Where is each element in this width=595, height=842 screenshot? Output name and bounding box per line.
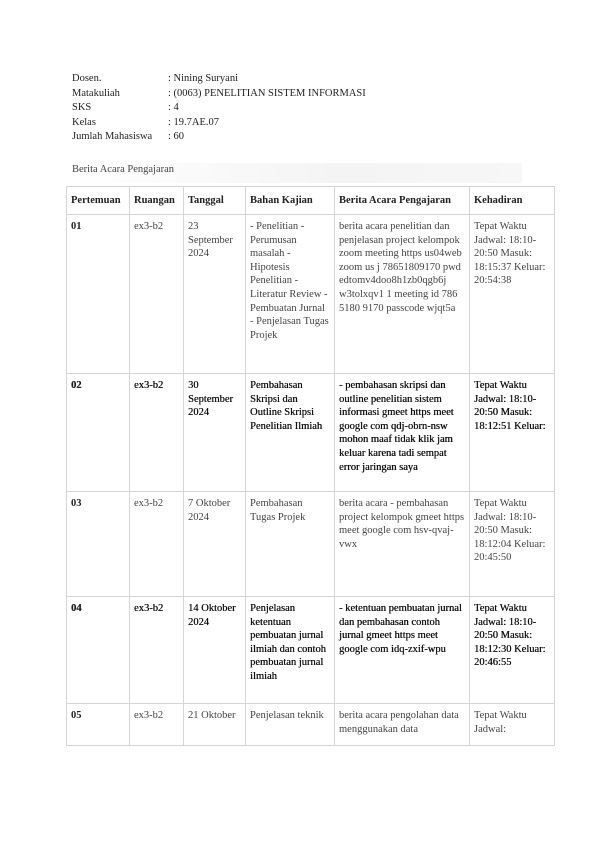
- table-row: [67, 492, 555, 597]
- table-row: [67, 374, 555, 492]
- table-row: [67, 215, 555, 374]
- cell-bahan-kajian: Penjelasan teknik: [246, 704, 335, 746]
- cell-tanggal: 14 Oktober 2024: [184, 597, 246, 704]
- info-row-jumlah-mahasiswa: [72, 130, 366, 145]
- cell-kehadiran: Tepat Waktu Jadwal:: [470, 704, 555, 746]
- header-ruangan: Ruangan: [130, 187, 184, 215]
- header-tanggal: Tanggal: [184, 187, 246, 215]
- info-row-dosen: [72, 72, 366, 87]
- info-key: SKS: [72, 102, 92, 114]
- info-row-matakuliah: [72, 87, 366, 102]
- course-info: [72, 72, 366, 145]
- cell-ruangan: ex3-b2: [130, 597, 184, 704]
- cell-ruangan: ex3-b2: [130, 215, 184, 374]
- info-row-sks: [72, 101, 366, 116]
- cell-kehadiran: Tepat Waktu Jadwal: 18:10-20:50 Masuk: 18:12:51 Keluar:: [470, 374, 555, 492]
- cell-bahan-kajian: - Penelitian - Perumusan masalah - Hipotesis Penelitian - Literatur Review - Pembuatan Jurnal - Penjelasan Tugas Projek: [246, 215, 335, 374]
- cell-bahan-kajian: Penjelasan ketentuan pembuatan jurnal ilmiah dan contoh pembuatan jurnal ilmiah: [246, 597, 335, 704]
- cell-ruangan: ex3-b2: [130, 704, 184, 746]
- cell-ruangan: ex3-b2: [130, 374, 184, 492]
- header-kehadiran: Kehadiran: [470, 187, 555, 215]
- table-header-row: [67, 187, 555, 215]
- cell-tanggal: 21 Oktober: [184, 704, 246, 746]
- cell-pertemuan: 05: [67, 704, 130, 746]
- table-row: [67, 704, 555, 746]
- info-value: : 4: [168, 102, 179, 114]
- cell-kehadiran: Tepat Waktu Jadwal: 18:10-20:50 Masuk: 18:15:37 Keluar: 20:54:38: [470, 215, 555, 374]
- cell-pertemuan: 01: [67, 215, 130, 374]
- cell-berita-acara: berita acara penelitian dan penjelasan project kelompok zoom meeting https us04web zoom us j 78651809170 pwd edtomv4doo8h1zb0qgb6j w3tolxqv1 1 meeting id 786 5180 9170 passcode wjqt5a: [335, 215, 470, 374]
- header-pertemuan: Pertemuan: [67, 187, 130, 215]
- attendance-table: [66, 186, 555, 746]
- info-key: Kelas: [72, 116, 96, 128]
- cell-tanggal: 30 September 2024: [184, 374, 246, 492]
- info-value: : 60: [168, 131, 185, 143]
- info-key: Jumlah Mahasiswa: [72, 131, 153, 143]
- cell-pertemuan: 03: [67, 492, 130, 597]
- header-berita-acara: Berita Acara Pengajaran: [335, 187, 470, 215]
- cell-pertemuan: 02: [67, 374, 130, 492]
- header-bahan-kajian: Bahan Kajian: [246, 187, 335, 215]
- cell-berita-acara: - ketentuan pembuatan jurnal dan pembahasan contoh jurnal gmeet https meet google com idq-zxif-wpu: [335, 597, 470, 704]
- info-value: : 19.7AE.07: [168, 116, 220, 128]
- cell-bahan-kajian: Pembahasan Skripsi dan Outline Skripsi Penelitian Ilmiah: [246, 374, 335, 492]
- info-row-kelas: [72, 116, 366, 131]
- cell-berita-acara: berita acara pengolahan data menggunakan data: [335, 704, 470, 746]
- table-row: [67, 597, 555, 704]
- cell-pertemuan: 04: [67, 597, 130, 704]
- cell-kehadiran: Tepat Waktu Jadwal: 18:10-20:50 Masuk: 18:12:30 Keluar: 20:46:55: [470, 597, 555, 704]
- cell-tanggal: 23 September 2024: [184, 215, 246, 374]
- info-value: : (0063) PENELITIAN SISTEM INFORMASI: [168, 87, 366, 99]
- cell-kehadiran: Tepat Waktu Jadwal: 18:10-20:50 Masuk: 18:12:04 Keluar: 20:45:50: [470, 492, 555, 597]
- cell-berita-acara: berita acara - pembahasan project kelompok gmeet https meet google com hsv-qvaj-vwx: [335, 492, 470, 597]
- cell-berita-acara: - pembahasan skripsi dan outline penelitian sistem informasi gmeet https meet google com qdj-obrn-nsw mohon maaf tidak klik jam keluar karena tadi sempat error jaringan saya: [335, 374, 470, 492]
- cell-bahan-kajian: Pembahasan Tugas Projek: [246, 492, 335, 597]
- cell-tanggal: 7 Oktober 2024: [184, 492, 246, 597]
- info-key: Dosen.: [72, 73, 102, 84]
- info-key: Matakuliah: [72, 87, 120, 99]
- section-title: Berita Acara Pengajaran: [70, 163, 522, 183]
- info-value: : Nining Suryani: [168, 73, 238, 84]
- cell-ruangan: ex3-b2: [130, 492, 184, 597]
